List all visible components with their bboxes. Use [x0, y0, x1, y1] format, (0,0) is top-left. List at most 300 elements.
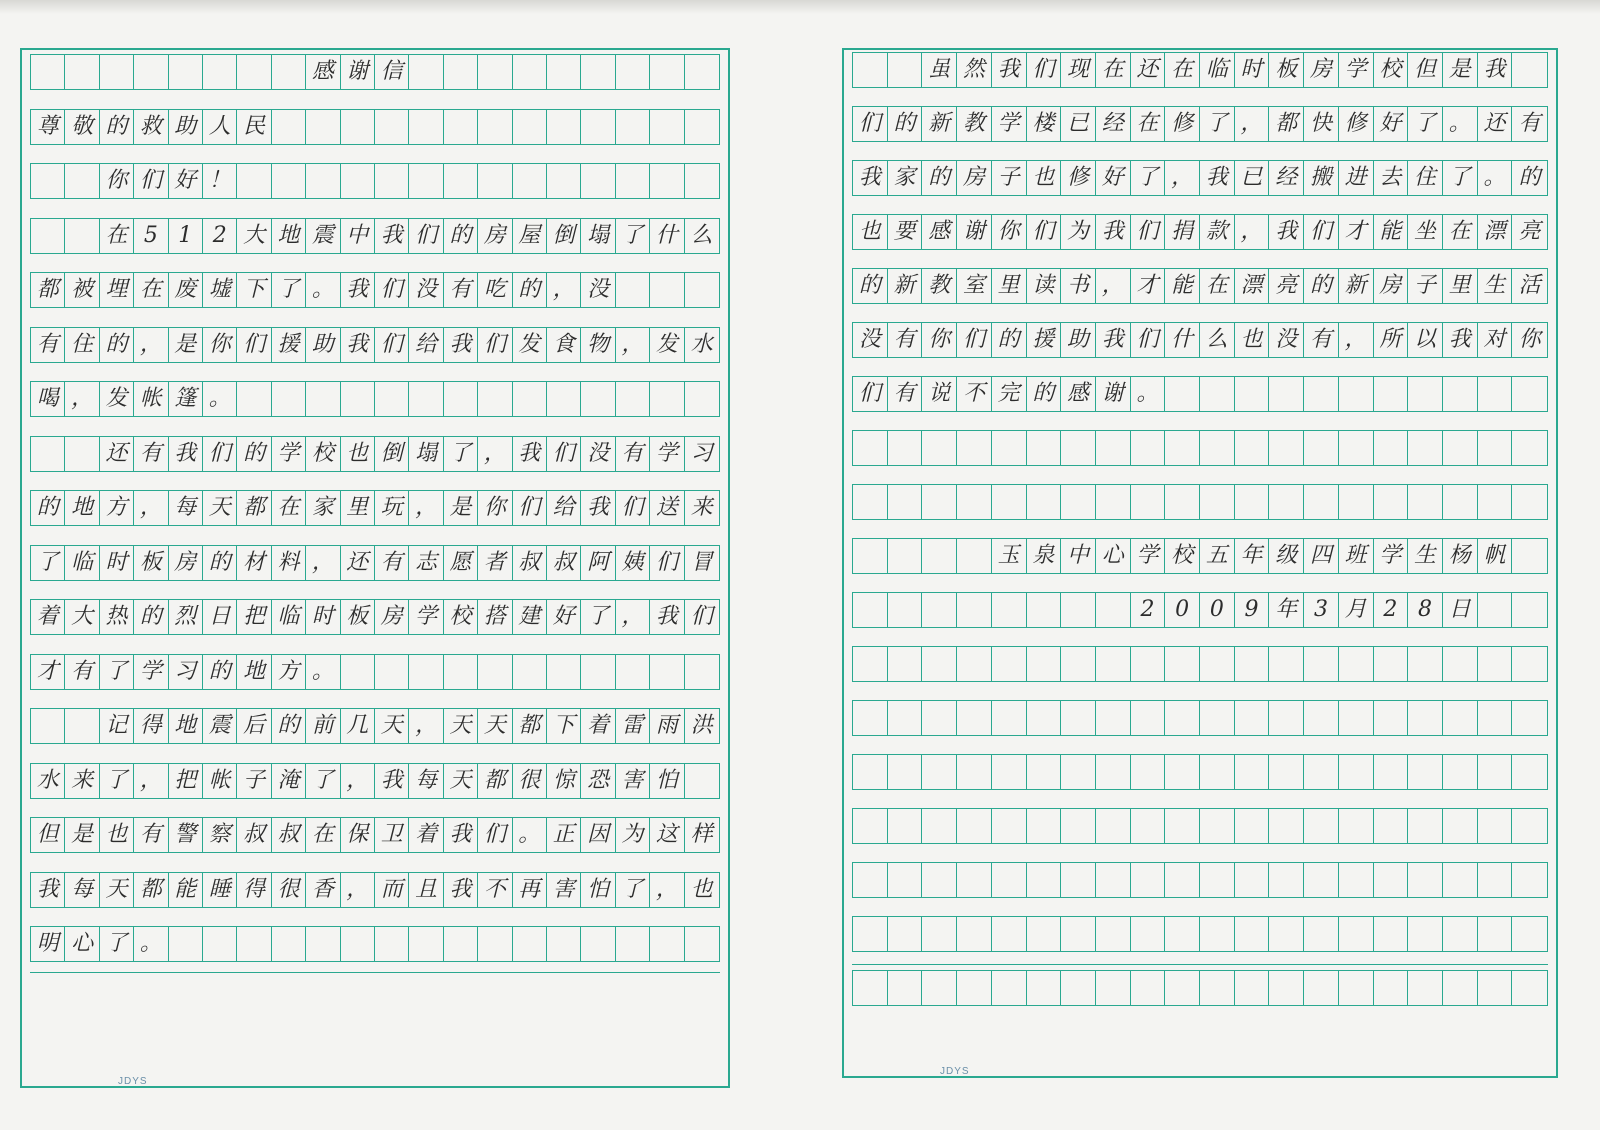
grid-cell [341, 110, 375, 144]
grid-cell [581, 382, 615, 416]
grid-cell [444, 164, 478, 198]
grid-cell: 学 [1131, 539, 1166, 573]
manuscript-line [852, 916, 1548, 952]
grid-cell [444, 55, 478, 89]
grid-cell [922, 647, 957, 681]
grid-cell: 还 [341, 546, 375, 580]
grid-cell: 的 [1304, 269, 1339, 303]
grid-cell: 玩 [375, 491, 409, 525]
grid-cell: 睡 [203, 873, 237, 907]
grid-cell: 。 [1443, 107, 1478, 141]
grid-cell: 每 [409, 764, 443, 798]
grid-cell: 每 [65, 873, 99, 907]
grid-cell: 没 [409, 273, 443, 307]
grid-cell [853, 863, 888, 897]
grid-cell [547, 55, 581, 89]
grid-cell: 烈 [169, 600, 203, 634]
grid-cell [1200, 377, 1235, 411]
grid-cell: 么 [1200, 323, 1235, 357]
grid-cell [1235, 809, 1270, 843]
grid-cell: 才 [1339, 215, 1374, 249]
grid-cell: 你 [478, 491, 512, 525]
grid-cell: 恐 [581, 764, 615, 798]
grid-cell: 下 [547, 709, 581, 743]
grid-cell: 玉 [992, 539, 1027, 573]
grid-cell: 你 [922, 323, 957, 357]
grid-cell: 来 [690, 495, 713, 520]
grid-cell: 要 [888, 215, 923, 249]
grid-cell [853, 593, 888, 627]
grid-cell: 志 [409, 546, 443, 580]
grid-cell: 们 [853, 377, 888, 411]
grid-cell [1512, 53, 1547, 87]
grid-cell: 时 [100, 546, 134, 580]
grid-cell: 板 [341, 600, 375, 634]
grid-cell [478, 164, 512, 198]
grid-cell [65, 219, 99, 253]
grid-cell: 我 [1096, 323, 1131, 357]
grid-cell: 0 [1165, 593, 1200, 627]
grid-cell: 方 [100, 491, 134, 525]
grid-cell [581, 55, 615, 89]
manuscript-line [852, 808, 1548, 844]
grid-cell: 震 [306, 219, 340, 253]
grid-cell [1096, 863, 1131, 897]
grid-cell [1339, 971, 1374, 1005]
grid-cell [616, 382, 650, 416]
grid-cell: 在 [134, 273, 168, 307]
grid-cell: 没 [853, 323, 888, 357]
grid-cell [1165, 377, 1200, 411]
grid-cell [957, 971, 992, 1005]
grid-cell [616, 55, 650, 89]
grid-cell: 怕 [581, 873, 615, 907]
grid-cell: 害 [547, 873, 581, 907]
grid-cell [1478, 971, 1513, 1005]
manuscript-line [852, 52, 1548, 88]
grid-cell [1443, 809, 1478, 843]
grid-cell: 修 [1165, 107, 1200, 141]
grid-cell [306, 382, 340, 416]
grid-cell [1339, 701, 1374, 735]
grid-cell [203, 927, 237, 961]
grid-cell: 了 [272, 273, 306, 307]
grid-cell: 警 [169, 818, 203, 852]
page-bottom-rule [852, 964, 1548, 965]
manuscript-line [30, 654, 720, 690]
grid-cell [31, 709, 65, 743]
grid-cell [1408, 917, 1443, 951]
grid-cell: 给 [547, 491, 581, 525]
grid-cell [1061, 431, 1096, 465]
grid-cell: 帆 [1478, 539, 1513, 573]
grid-cell [685, 382, 719, 416]
manuscript-line [852, 646, 1548, 682]
grid-cell: 着 [409, 818, 443, 852]
grid-cell [444, 927, 478, 961]
grid-cell: 怕 [650, 764, 684, 798]
grid-cell: 感 [306, 55, 340, 89]
grid-cell [685, 110, 719, 144]
grid-cell: 学 [1374, 539, 1409, 573]
grid-cell: 阿 [581, 546, 615, 580]
grid-cell: 叔 [547, 546, 581, 580]
grid-cell: 了 [100, 655, 134, 689]
grid-cell [272, 382, 306, 416]
grid-cell: 天 [203, 491, 237, 525]
manuscript-line [852, 538, 1548, 574]
grid-cell [685, 764, 719, 798]
manuscript-line [30, 54, 720, 90]
grid-cell: 0 [1200, 593, 1235, 627]
grid-cell [237, 164, 271, 198]
grid-cell: 能 [1165, 269, 1200, 303]
grid-cell: 民 [237, 110, 271, 144]
grid-cell: 的 [203, 655, 237, 689]
grid-cell [853, 701, 888, 735]
grid-cell [341, 927, 375, 961]
grid-cell [888, 863, 923, 897]
grid-cell [992, 647, 1027, 681]
grid-cell [1131, 647, 1166, 681]
grid-cell [306, 927, 340, 961]
grid-cell: 为 [616, 818, 650, 852]
grid-cell [409, 110, 443, 144]
grid-cell [1443, 755, 1478, 789]
grid-cell: 有 [1518, 111, 1541, 136]
grid-cell [1235, 647, 1270, 681]
grid-cell: 了 [581, 600, 615, 634]
grid-cell: 来 [65, 764, 99, 798]
grid-cell: 五 [1200, 539, 1235, 573]
grid-cell [992, 593, 1027, 627]
grid-cell: 建 [513, 600, 547, 634]
grid-cell [1339, 917, 1374, 951]
grid-cell [1096, 485, 1131, 519]
grid-cell: 吃 [478, 273, 512, 307]
grid-cell: 我 [992, 53, 1027, 87]
grid-cell [1061, 485, 1096, 519]
grid-cell: ， [409, 491, 443, 525]
grid-cell: 什 [1165, 323, 1200, 357]
grid-cell [853, 647, 888, 681]
grid-cell: 们 [1027, 53, 1062, 87]
manuscript-line [852, 592, 1548, 628]
manuscript-line [852, 322, 1548, 358]
manuscript-line [852, 862, 1548, 898]
manuscript-line [852, 700, 1548, 736]
grid-cell: 了 [1200, 107, 1235, 141]
manuscript-line [30, 708, 720, 744]
grid-cell [922, 971, 957, 1005]
grid-cell: 叔 [237, 818, 271, 852]
grid-cell: 愿 [444, 546, 478, 580]
grid-cell: 者 [478, 546, 512, 580]
grid-cell: 没 [1269, 323, 1304, 357]
grid-cell [1269, 431, 1304, 465]
grid-cell: 临 [1200, 53, 1235, 87]
grid-cell [1304, 485, 1339, 519]
grid-cell [853, 971, 888, 1005]
grid-cell: ， [616, 328, 650, 362]
grid-cell [957, 917, 992, 951]
grid-cell [478, 655, 512, 689]
grid-cell [1512, 539, 1547, 573]
grid-cell [888, 485, 923, 519]
grid-cell [1200, 701, 1235, 735]
grid-cell [1478, 755, 1513, 789]
grid-cell: 漂 [1478, 215, 1513, 249]
grid-cell: 四 [1304, 539, 1339, 573]
grid-cell: 援 [272, 328, 306, 362]
grid-cell: 校 [306, 437, 340, 471]
grid-cell [1061, 971, 1096, 1005]
grid-cell [375, 382, 409, 416]
grid-cell [992, 863, 1027, 897]
paper-brand-right: JDYS [940, 1066, 970, 1077]
manuscript-line [852, 106, 1548, 142]
grid-cell [1374, 809, 1409, 843]
grid-cell [1478, 701, 1513, 735]
grid-cell [1061, 809, 1096, 843]
grid-cell [1235, 377, 1270, 411]
grid-cell: 都 [237, 491, 271, 525]
grid-cell: 们 [134, 164, 168, 198]
grid-cell: ， [1339, 323, 1374, 357]
grid-cell: 谢 [957, 215, 992, 249]
grid-cell [1304, 917, 1339, 951]
grid-cell: 我 [375, 764, 409, 798]
grid-cell: 款 [1200, 215, 1235, 249]
grid-cell: 。 [306, 655, 340, 689]
grid-cell: 几 [341, 709, 375, 743]
grid-cell: 住 [1408, 161, 1443, 195]
grid-cell: 校 [444, 600, 478, 634]
grid-cell: 经 [1096, 107, 1131, 141]
manuscript-line [30, 872, 720, 908]
grid-cell [957, 755, 992, 789]
grid-cell: 里 [1443, 269, 1478, 303]
grid-cell [272, 927, 306, 961]
grid-cell [272, 164, 306, 198]
grid-cell [1304, 701, 1339, 735]
grid-cell [1408, 485, 1443, 519]
grid-cell: ， [547, 273, 581, 307]
grid-cell: 也 [100, 818, 134, 852]
grid-cell [1408, 863, 1443, 897]
grid-cell [1408, 647, 1443, 681]
manuscript-line [852, 754, 1548, 790]
grid-cell: 里 [341, 491, 375, 525]
grid-cell [853, 809, 888, 843]
grid-cell [1304, 809, 1339, 843]
grid-cell: 的 [272, 709, 306, 743]
grid-cell [650, 927, 684, 961]
grid-cell [853, 539, 888, 573]
grid-cell: 都 [134, 873, 168, 907]
grid-cell: 发 [650, 328, 684, 362]
manuscript-line [30, 381, 720, 417]
grid-cell: 虽 [922, 53, 957, 87]
grid-cell [1027, 971, 1062, 1005]
grid-cell: 5 [134, 219, 168, 253]
grid-cell: 所 [1374, 323, 1409, 357]
grid-cell: 教 [957, 107, 992, 141]
grid-cell [1478, 485, 1513, 519]
grid-cell [272, 55, 306, 89]
grid-cell [1269, 971, 1304, 1005]
grid-cell: 天 [444, 709, 478, 743]
grid-cell: 大 [237, 219, 271, 253]
grid-cell [341, 655, 375, 689]
grid-cell [1061, 917, 1096, 951]
grid-cell: 而 [375, 873, 409, 907]
grid-cell: 你 [1518, 327, 1541, 352]
grid-cell [616, 927, 650, 961]
grid-cell [1269, 377, 1304, 411]
grid-cell [1269, 647, 1304, 681]
grid-cell [1374, 647, 1409, 681]
grid-cell: 年 [1269, 593, 1304, 627]
grid-cell [888, 809, 923, 843]
grid-cell: 们 [650, 546, 684, 580]
grid-cell [1200, 917, 1235, 951]
grid-cell [685, 655, 719, 689]
grid-cell [957, 647, 992, 681]
grid-cell: 房 [478, 219, 512, 253]
grid-cell: 我 [1096, 215, 1131, 249]
grid-cell: 进 [1339, 161, 1374, 195]
grid-cell [957, 485, 992, 519]
grid-cell [65, 55, 99, 89]
grid-cell [1374, 917, 1409, 951]
grid-cell [478, 927, 512, 961]
grid-cell [1235, 431, 1270, 465]
grid-cell: 子 [1408, 269, 1443, 303]
grid-cell [650, 655, 684, 689]
grid-cell: 经 [1269, 161, 1304, 195]
grid-cell [1339, 377, 1374, 411]
grid-cell: 好 [1096, 161, 1131, 195]
manuscript-line [852, 160, 1548, 196]
grid-cell [1374, 755, 1409, 789]
grid-cell [1512, 863, 1547, 897]
grid-cell: 不 [957, 377, 992, 411]
grid-cell: 。 [513, 818, 547, 852]
grid-cell: 送 [650, 491, 684, 525]
grid-cell [957, 431, 992, 465]
grid-cell: 被 [65, 273, 99, 307]
grid-cell: 才 [31, 655, 65, 689]
grid-cell: 房 [957, 161, 992, 195]
manuscript-line [30, 163, 720, 199]
grid-cell: 中 [1061, 539, 1096, 573]
grid-cell: 时 [1235, 53, 1270, 87]
grid-cell: ， [478, 437, 512, 471]
grid-cell: 以 [1408, 323, 1443, 357]
grid-cell: 1 [169, 219, 203, 253]
grid-cell: 习 [169, 655, 203, 689]
grid-cell [1027, 809, 1062, 843]
grid-cell: 我 [31, 873, 65, 907]
grid-cell [1478, 917, 1513, 951]
grid-cell: ， [341, 873, 375, 907]
grid-cell: 没 [581, 437, 615, 471]
grid-cell [1027, 917, 1062, 951]
grid-cell [1165, 917, 1200, 951]
grid-cell: 的 [444, 219, 478, 253]
grid-cell: 生 [1408, 539, 1443, 573]
grid-cell [31, 164, 65, 198]
grid-cell: 学 [409, 600, 443, 634]
grid-cell: 也 [1235, 323, 1270, 357]
grid-cell: 但 [31, 818, 65, 852]
grid-cell: 香 [306, 873, 340, 907]
grid-cell: 是 [1443, 53, 1478, 87]
grid-cell: 援 [1027, 323, 1062, 357]
grid-cell: 也 [1027, 161, 1062, 195]
grid-cell: 我 [1269, 215, 1304, 249]
grid-cell [1374, 377, 1409, 411]
grid-cell [203, 55, 237, 89]
grid-cell: 了 [616, 873, 650, 907]
grid-cell [1443, 377, 1478, 411]
grid-cell: 记 [100, 709, 134, 743]
grid-cell: 们 [513, 491, 547, 525]
grid-cell [478, 55, 512, 89]
grid-cell: 感 [922, 215, 957, 249]
grid-cell: 很 [513, 764, 547, 798]
grid-cell [1443, 485, 1478, 519]
grid-cell: 我 [581, 491, 615, 525]
grid-cell: 中 [341, 219, 375, 253]
grid-cell [1443, 863, 1478, 897]
grid-cell [1512, 485, 1547, 519]
grid-cell: ， [306, 546, 340, 580]
grid-cell: 板 [1269, 53, 1304, 87]
grid-cell: 得 [134, 709, 168, 743]
grid-cell: 还 [100, 437, 134, 471]
grid-cell [1200, 485, 1235, 519]
grid-cell: 们 [203, 437, 237, 471]
grid-cell: 有 [134, 818, 168, 852]
grid-cell: 搬 [1304, 161, 1339, 195]
grid-cell [31, 219, 65, 253]
grid-cell [547, 927, 581, 961]
grid-cell [922, 431, 957, 465]
grid-cell [513, 927, 547, 961]
grid-cell: 天 [444, 764, 478, 798]
grid-cell: 了 [1443, 161, 1478, 195]
grid-cell: 坐 [1408, 215, 1443, 249]
grid-cell: 好 [547, 600, 581, 634]
grid-cell: 临 [272, 600, 306, 634]
grid-cell [922, 485, 957, 519]
grid-cell: 把 [237, 600, 271, 634]
grid-cell: 学 [650, 437, 684, 471]
grid-cell [1200, 809, 1235, 843]
grid-cell: ， [616, 600, 650, 634]
grid-cell [1478, 863, 1513, 897]
grid-cell [1408, 809, 1443, 843]
grid-cell: 8 [1408, 593, 1443, 627]
grid-cell: 了 [444, 437, 478, 471]
grid-cell: 2 [1131, 593, 1166, 627]
grid-cell [1512, 647, 1547, 681]
grid-cell: 察 [203, 818, 237, 852]
grid-cell [169, 927, 203, 961]
grid-cell: ， [1165, 161, 1200, 195]
